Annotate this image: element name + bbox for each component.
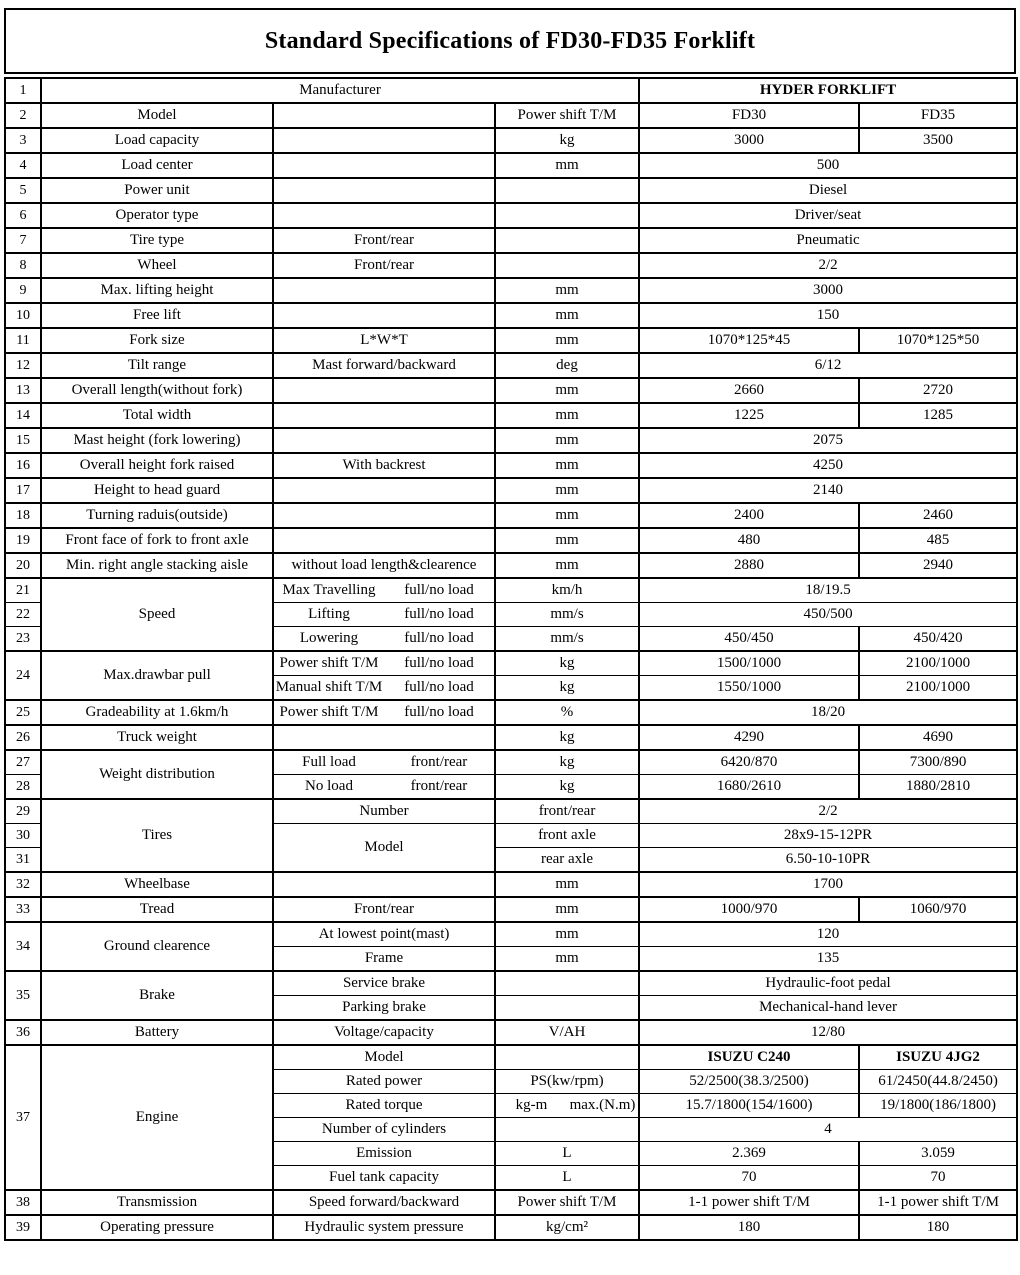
- param-label: Wheelbase: [41, 872, 273, 897]
- param-label: Weight distribution: [41, 750, 273, 799]
- param-label: Min. right angle stacking aisle: [41, 553, 273, 578]
- unit-label: kg: [495, 750, 639, 775]
- row-number: 12: [5, 353, 41, 378]
- param-label: Tread: [41, 897, 273, 922]
- sub-label-left: Lowering: [299, 630, 359, 646]
- unit-label: mm: [495, 872, 639, 897]
- sub-label: [273, 503, 495, 528]
- sub-label: [273, 403, 495, 428]
- row-number: 35: [5, 971, 41, 1020]
- value-fd30: FD30: [639, 103, 859, 128]
- value-fd30: 450/450: [639, 627, 859, 652]
- sub-label: Frame: [273, 947, 495, 972]
- row-number: 13: [5, 378, 41, 403]
- row-number: 3: [5, 128, 41, 153]
- value-span: 28x9-15-12PR: [639, 824, 1017, 848]
- unit-label: kg: [495, 725, 639, 750]
- spec-row-35a: [5, 971, 1017, 996]
- unit-label: mm: [495, 947, 639, 972]
- param-label: Operator type: [41, 203, 273, 228]
- value-fd30: 4290: [639, 725, 859, 750]
- row-number: 26: [5, 725, 41, 750]
- sub-label: Model: [273, 1045, 495, 1070]
- unit-label: mm: [495, 478, 639, 503]
- unit-label: [495, 1118, 639, 1142]
- unit-label: mm: [495, 922, 639, 947]
- spec-row-2: [5, 103, 1017, 128]
- sub-label-left: Power shift T/M: [279, 704, 379, 720]
- param-label: Overall length(without fork): [41, 378, 273, 403]
- value-fd35: 3.059: [859, 1142, 1017, 1166]
- value-fd30: 1500/1000: [639, 651, 859, 676]
- row-number: 31: [5, 848, 41, 873]
- sub-label-left: No load: [305, 778, 353, 794]
- sub-label: [273, 103, 495, 128]
- param-label: Truck weight: [41, 725, 273, 750]
- value-span: 4250: [639, 453, 1017, 478]
- sub-label: [273, 603, 495, 627]
- sub-label: [273, 872, 495, 897]
- value-span: 500: [639, 153, 1017, 178]
- spec-row-8: [5, 253, 1017, 278]
- spec-row-21: [5, 578, 1017, 603]
- sub-label-left: Max Travelling: [282, 582, 376, 598]
- row-number: 21: [5, 578, 41, 603]
- row-number: 38: [5, 1190, 41, 1215]
- value-fd35: 61/2450(44.8/2450): [859, 1070, 1017, 1094]
- spec-row-19: [5, 528, 1017, 553]
- unit-label: deg: [495, 353, 639, 378]
- row-number: 11: [5, 328, 41, 353]
- value-span: 2075: [639, 428, 1017, 453]
- unit-label: mm: [495, 278, 639, 303]
- sub-label: With backrest: [273, 453, 495, 478]
- value-span: 2/2: [639, 253, 1017, 278]
- spec-table: [4, 77, 1018, 1241]
- spec-row-20: [5, 553, 1017, 578]
- spec-row-4: [5, 153, 1017, 178]
- param-label: Free lift: [41, 303, 273, 328]
- spec-row-6: [5, 203, 1017, 228]
- sub-label: [273, 651, 495, 676]
- sub-label: [273, 750, 495, 775]
- param-label: Operating pressure: [41, 1215, 273, 1240]
- value-fd35: 485: [859, 528, 1017, 553]
- param-label: Tire type: [41, 228, 273, 253]
- sub-label: Front/rear: [273, 897, 495, 922]
- sub-label: [273, 128, 495, 153]
- row-number: 18: [5, 503, 41, 528]
- param-label: Model: [41, 103, 273, 128]
- spec-row-36: [5, 1020, 1017, 1045]
- sub-label: Emission: [273, 1142, 495, 1166]
- unit-label: [495, 178, 639, 203]
- value-fd30: 1070*125*45: [639, 328, 859, 353]
- param-label: Ground clearence: [41, 922, 273, 971]
- unit-label: [495, 228, 639, 253]
- unit-label: Power shift T/M: [495, 103, 639, 128]
- unit-label: %: [495, 700, 639, 725]
- value-span: 12/80: [639, 1020, 1017, 1045]
- unit-label: front axle: [495, 824, 639, 848]
- param-label: Speed: [41, 578, 273, 651]
- spec-row-34a: [5, 922, 1017, 947]
- param-label: Fork size: [41, 328, 273, 353]
- sub-label-left: Manual shift T/M: [275, 679, 383, 695]
- value-fd30: 480: [639, 528, 859, 553]
- sub-label: without load length&clearence: [273, 553, 495, 578]
- value-fd30: ISUZU C240: [639, 1045, 859, 1070]
- row-number: 17: [5, 478, 41, 503]
- value-span: 120: [639, 922, 1017, 947]
- spec-row-11: [5, 328, 1017, 353]
- value-span: Diesel: [639, 178, 1017, 203]
- sub-label: [273, 153, 495, 178]
- sub-label: Service brake: [273, 971, 495, 996]
- unit-label: km/h: [495, 578, 639, 603]
- spec-row-15: [5, 428, 1017, 453]
- sub-label: [273, 528, 495, 553]
- page-title: Standard Specifications of FD30-FD35 Forklift: [4, 8, 1016, 74]
- sub-label-right: full/no load: [404, 630, 474, 646]
- row-number: 4: [5, 153, 41, 178]
- value-span: 135: [639, 947, 1017, 972]
- row-number: 23: [5, 627, 41, 652]
- row-number: 8: [5, 253, 41, 278]
- value-span: 6/12: [639, 353, 1017, 378]
- unit-label: kg/cm²: [495, 1215, 639, 1240]
- row-number: 14: [5, 403, 41, 428]
- row-number: 2: [5, 103, 41, 128]
- unit-label: mm: [495, 503, 639, 528]
- value-fd35: 2100/1000: [859, 651, 1017, 676]
- value-fd35: 1-1 power shift T/M: [859, 1190, 1017, 1215]
- spec-row-9: [5, 278, 1017, 303]
- value-fd35: 7300/890: [859, 750, 1017, 775]
- param-label: Max.drawbar pull: [41, 651, 273, 700]
- value-fd35: 19/1800(186/1800): [859, 1094, 1017, 1118]
- unit-label: mm: [495, 153, 639, 178]
- param-label: Load capacity: [41, 128, 273, 153]
- sub-label: [273, 627, 495, 652]
- value-span: HYDER FORKLIFT: [639, 78, 1017, 103]
- value-fd35: 70: [859, 1166, 1017, 1191]
- param-label: Battery: [41, 1020, 273, 1045]
- row-number: 24: [5, 651, 41, 700]
- spec-row-27: [5, 750, 1017, 775]
- row-number: 27: [5, 750, 41, 775]
- param-label: Total width: [41, 403, 273, 428]
- value-fd35: 2940: [859, 553, 1017, 578]
- value-span: Pneumatic: [639, 228, 1017, 253]
- sub-label: Rated torque: [273, 1094, 495, 1118]
- value-span: Driver/seat: [639, 203, 1017, 228]
- sub-label: Front/rear: [273, 228, 495, 253]
- sub-label: [273, 700, 495, 725]
- sub-label-left: Full load: [302, 754, 356, 770]
- sub-label: At lowest point(mast): [273, 922, 495, 947]
- row-number: 9: [5, 278, 41, 303]
- param-label: Wheel: [41, 253, 273, 278]
- unit-label: mm/s: [495, 603, 639, 627]
- param-label: Tires: [41, 799, 273, 872]
- unit-label: rear axle: [495, 848, 639, 873]
- sub-label-right: front/rear: [410, 754, 468, 770]
- unit-label-right: max.(N.m): [569, 1097, 636, 1113]
- value-fd30: 15.7/1800(154/1600): [639, 1094, 859, 1118]
- spec-row-1: [5, 78, 1017, 103]
- sub-label: [273, 203, 495, 228]
- unit-label: [495, 203, 639, 228]
- param-label: Gradeability at 1.6km/h: [41, 700, 273, 725]
- spec-row-3: [5, 128, 1017, 153]
- spec-row-29: [5, 799, 1017, 824]
- spec-row-33: [5, 897, 1017, 922]
- sub-label-right: full/no load: [404, 704, 474, 720]
- value-fd35: FD35: [859, 103, 1017, 128]
- unit-label: mm: [495, 553, 639, 578]
- sub-label: [273, 578, 495, 603]
- param-label: Engine: [41, 1045, 273, 1190]
- spec-row-10: [5, 303, 1017, 328]
- sub-label: [273, 775, 495, 800]
- sub-label: [273, 378, 495, 403]
- value-span: 18/19.5: [639, 578, 1017, 603]
- value-fd30: 52/2500(38.3/2500): [639, 1070, 859, 1094]
- unit-label: mm: [495, 528, 639, 553]
- unit-label: front/rear: [495, 799, 639, 824]
- sub-label-right: full/no load: [404, 606, 474, 622]
- unit-label: [495, 996, 639, 1021]
- sub-label: [273, 725, 495, 750]
- param-label: Max. lifting height: [41, 278, 273, 303]
- row-number: 32: [5, 872, 41, 897]
- value-fd35: 3500: [859, 128, 1017, 153]
- value-fd35: 450/420: [859, 627, 1017, 652]
- sub-label: Parking brake: [273, 996, 495, 1021]
- value-fd35: 1070*125*50: [859, 328, 1017, 353]
- sub-label: Number: [273, 799, 495, 824]
- value-fd30: 6420/870: [639, 750, 859, 775]
- spec-row-25: [5, 700, 1017, 725]
- value-span: 450/500: [639, 603, 1017, 627]
- spec-row-18: [5, 503, 1017, 528]
- sub-label-left: Power shift T/M: [279, 655, 379, 671]
- unit-label: mm: [495, 897, 639, 922]
- row-number: 28: [5, 775, 41, 800]
- unit-label: kg: [495, 676, 639, 701]
- value-fd30: 70: [639, 1166, 859, 1191]
- value-span: 150: [639, 303, 1017, 328]
- value-fd35: 4690: [859, 725, 1017, 750]
- unit-label: L: [495, 1142, 639, 1166]
- row-number: 19: [5, 528, 41, 553]
- spec-row-39: [5, 1215, 1017, 1240]
- value-fd30: 1000/970: [639, 897, 859, 922]
- unit-label: PS(kw/rpm): [495, 1070, 639, 1094]
- sub-label: Fuel tank capacity: [273, 1166, 495, 1191]
- value-fd30: 2.369: [639, 1142, 859, 1166]
- param-label: Brake: [41, 971, 273, 1020]
- value-fd35: 1285: [859, 403, 1017, 428]
- sub-label: L*W*T: [273, 328, 495, 353]
- sub-label: Rated power: [273, 1070, 495, 1094]
- value-fd30: 1550/1000: [639, 676, 859, 701]
- spec-row-7: [5, 228, 1017, 253]
- value-fd30: 2400: [639, 503, 859, 528]
- param-label: Load center: [41, 153, 273, 178]
- sub-label-left: Lifting: [308, 606, 350, 622]
- value-fd30: 1-1 power shift T/M: [639, 1190, 859, 1215]
- param-label: Turning raduis(outside): [41, 503, 273, 528]
- row-number: 10: [5, 303, 41, 328]
- value-fd35: 1880/2810: [859, 775, 1017, 800]
- unit-label: [495, 1045, 639, 1070]
- unit-label: mm: [495, 328, 639, 353]
- sub-label: Front/rear: [273, 253, 495, 278]
- value-span: 1700: [639, 872, 1017, 897]
- unit-label-left: kg-m: [515, 1097, 548, 1113]
- value-span: 3000: [639, 278, 1017, 303]
- value-fd35: 180: [859, 1215, 1017, 1240]
- sub-label-right: full/no load: [404, 582, 474, 598]
- param-label: Overall height fork raised: [41, 453, 273, 478]
- row-number: 36: [5, 1020, 41, 1045]
- row-number: 37: [5, 1045, 41, 1190]
- value-span: Hydraulic-foot pedal: [639, 971, 1017, 996]
- param-label: Height to head guard: [41, 478, 273, 503]
- spec-row-14: [5, 403, 1017, 428]
- row-number: 7: [5, 228, 41, 253]
- sub-label: Number of cylinders: [273, 1118, 495, 1142]
- param-label: Manufacturer: [41, 78, 639, 103]
- value-fd35: ISUZU 4JG2: [859, 1045, 1017, 1070]
- unit-label: Power shift T/M: [495, 1190, 639, 1215]
- value-span: 18/20: [639, 700, 1017, 725]
- row-number: 1: [5, 78, 41, 103]
- spec-row-5: [5, 178, 1017, 203]
- spec-row-17: [5, 478, 1017, 503]
- unit-label: mm: [495, 303, 639, 328]
- unit-label: mm: [495, 428, 639, 453]
- param-label: Tilt range: [41, 353, 273, 378]
- value-fd30: 3000: [639, 128, 859, 153]
- value-span: 2/2: [639, 799, 1017, 824]
- row-number: 25: [5, 700, 41, 725]
- sub-label-right: full/no load: [404, 679, 474, 695]
- unit-label: [495, 971, 639, 996]
- value-fd35: 2720: [859, 378, 1017, 403]
- sub-label: [273, 428, 495, 453]
- unit-label: [495, 253, 639, 278]
- value-fd30: 2880: [639, 553, 859, 578]
- row-number: 30: [5, 824, 41, 848]
- value-fd30: 1225: [639, 403, 859, 428]
- value-fd30: 1680/2610: [639, 775, 859, 800]
- value-fd35: 2100/1000: [859, 676, 1017, 701]
- sub-label: [273, 178, 495, 203]
- sub-label: [273, 278, 495, 303]
- value-span: 2140: [639, 478, 1017, 503]
- row-number: 33: [5, 897, 41, 922]
- sub-label: [273, 676, 495, 701]
- param-label: Mast height (fork lowering): [41, 428, 273, 453]
- sub-label-right: front/rear: [410, 778, 468, 794]
- unit-label: [495, 1094, 639, 1118]
- spec-row-24a: [5, 651, 1017, 676]
- sub-label: Hydraulic system pressure: [273, 1215, 495, 1240]
- param-label: Transmission: [41, 1190, 273, 1215]
- unit-label: mm: [495, 403, 639, 428]
- unit-label: mm/s: [495, 627, 639, 652]
- value-fd35: 2460: [859, 503, 1017, 528]
- value-span: 6.50-10-10PR: [639, 848, 1017, 873]
- unit-label: mm: [495, 453, 639, 478]
- param-label: Front face of fork to front axle: [41, 528, 273, 553]
- sub-label: Model: [273, 824, 495, 873]
- spec-row-13: [5, 378, 1017, 403]
- unit-label: kg: [495, 128, 639, 153]
- unit-label: L: [495, 1166, 639, 1191]
- param-label: Power unit: [41, 178, 273, 203]
- row-number: 5: [5, 178, 41, 203]
- sub-label-right: full/no load: [404, 655, 474, 671]
- spec-row-26: [5, 725, 1017, 750]
- row-number: 16: [5, 453, 41, 478]
- row-number: 15: [5, 428, 41, 453]
- value-fd30: 2660: [639, 378, 859, 403]
- spec-row-12: [5, 353, 1017, 378]
- value-fd35: 1060/970: [859, 897, 1017, 922]
- row-number: 39: [5, 1215, 41, 1240]
- sub-label: Voltage/capacity: [273, 1020, 495, 1045]
- sub-label: [273, 303, 495, 328]
- row-number: 22: [5, 603, 41, 627]
- unit-label: kg: [495, 651, 639, 676]
- unit-label: V/AH: [495, 1020, 639, 1045]
- sub-label: Mast forward/backward: [273, 353, 495, 378]
- row-number: 20: [5, 553, 41, 578]
- spec-row-32: [5, 872, 1017, 897]
- spec-row-38: [5, 1190, 1017, 1215]
- row-number: 6: [5, 203, 41, 228]
- spec-row-37a: [5, 1045, 1017, 1070]
- sub-label: Speed forward/backward: [273, 1190, 495, 1215]
- spec-row-16: [5, 453, 1017, 478]
- row-number: 29: [5, 799, 41, 824]
- value-span: Mechanical-hand lever: [639, 996, 1017, 1021]
- unit-label: mm: [495, 378, 639, 403]
- value-span: 4: [639, 1118, 1017, 1142]
- unit-label: kg: [495, 775, 639, 800]
- value-fd30: 180: [639, 1215, 859, 1240]
- sub-label: [273, 478, 495, 503]
- row-number: 34: [5, 922, 41, 971]
